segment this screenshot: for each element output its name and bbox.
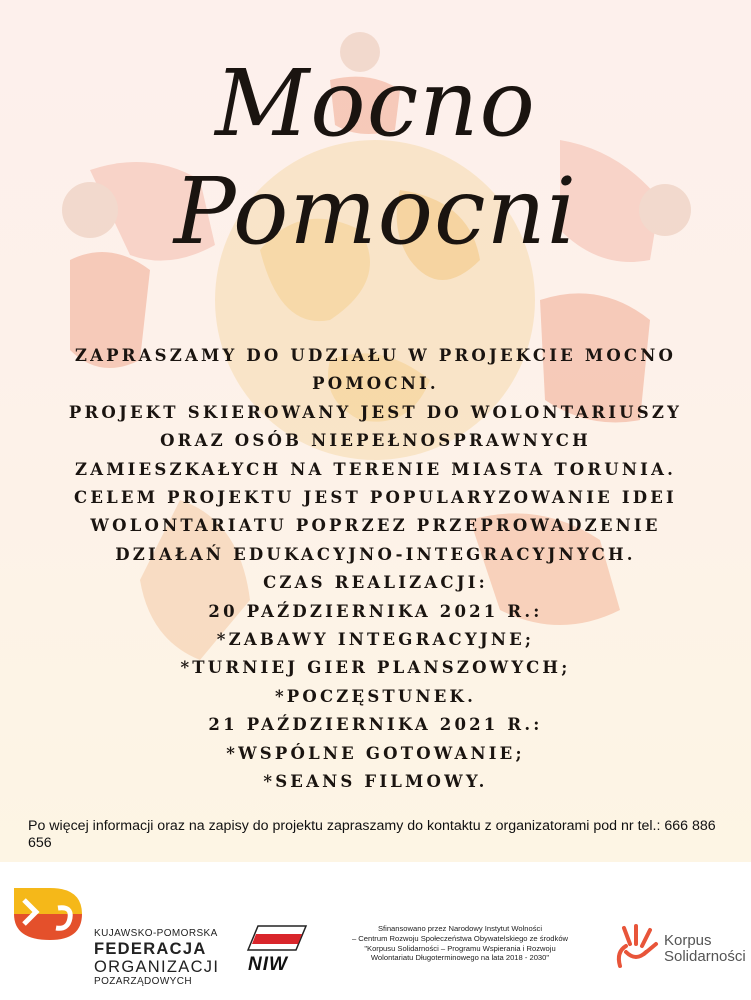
- funding-line: Sfinansowano przez Narodowy Instytut Wolności: [377, 924, 543, 933]
- federation-logo-text: [94, 928, 219, 988]
- title-line-1: Mocno: [215, 50, 536, 157]
- federation-line-3: ORGANIZACJI: [94, 958, 220, 976]
- federation-line-1: KUJAWSKO-POMORSKA: [94, 928, 218, 939]
- funding-line: – Centrum Rozwoju Społeczeństwa Obywatelskiego ze środków: [351, 933, 569, 943]
- korpus-line-1: Korpus: [664, 932, 712, 949]
- korpus-hand-icon: [612, 922, 660, 972]
- announcement-text: [20, 342, 731, 797]
- body-line: DZIAŁAŃ EDUKACYJNO-INTEGRACYJNYCH.: [115, 544, 636, 564]
- body-line: POMOCNI.: [312, 374, 439, 394]
- body-line: *ZABAWY INTEGRACYJNE;: [216, 630, 535, 650]
- body-line: ZAMIESZKAŁYCH NA TERENIE MIASTA TORUNIA.: [74, 459, 677, 479]
- federation-line-2: FEDERACJA: [94, 940, 207, 958]
- body-line: *POCZĘSTUNEK.: [274, 686, 477, 706]
- body-line: *SEANS FILMOWY.: [263, 772, 488, 792]
- body-line: *TURNIEJ GIER PLANSZOWYCH;: [180, 658, 571, 678]
- body-line: CZAS REALIZACJI:: [263, 573, 488, 593]
- federation-line-4: POZARZĄDOWYCH: [94, 976, 192, 987]
- body-line: WOLONTARIATU POPRZEZ PRZEPROWADZENIE: [90, 516, 661, 536]
- korpus-logo-text: [664, 933, 746, 965]
- body-line: CELEM PROJEKTU JEST POPULARYZOWANIE IDEI: [74, 488, 677, 508]
- body-line: *WSPÓLNE GOTOWANIE;: [226, 743, 525, 763]
- funding-statement: [330, 924, 590, 963]
- body-line: 20 PAŹDZIERNIKA 2021 R.:: [208, 601, 543, 621]
- body-line: ZAPRASZAMY DO UDZIAŁU W PROJEKCIE MOCNO: [74, 346, 677, 365]
- body-line: 21 PAŹDZIERNIKA 2021 R.:: [208, 715, 543, 735]
- body-line: PROJEKT SKIEROWANY JEST DO WOLONTARIUSZY: [68, 402, 683, 422]
- body-line: ORAZ OSÓB NIEPEŁNOSPRAWNYCH: [160, 431, 591, 451]
- funding-line: Wolontariatu Długoterminowego na lata 2018 - 2030": [370, 953, 550, 963]
- federation-logo-icon: [10, 884, 84, 944]
- korpus-line-2: Solidarności: [664, 948, 746, 965]
- contact-note: Po więcej informacji oraz na zapisy do projektu zapraszamy do kontaktu z organizatorami pod nr tel.: 666 886 656: [28, 818, 716, 851]
- niw-logo-text: NIW: [248, 954, 288, 975]
- title-line-2: Pomocni: [173, 158, 578, 265]
- sponsor-logos-bar: [0, 862, 751, 1000]
- funding-line: "Korpusu Solidarności – Programu Wspierania i Rozwoju: [364, 943, 556, 953]
